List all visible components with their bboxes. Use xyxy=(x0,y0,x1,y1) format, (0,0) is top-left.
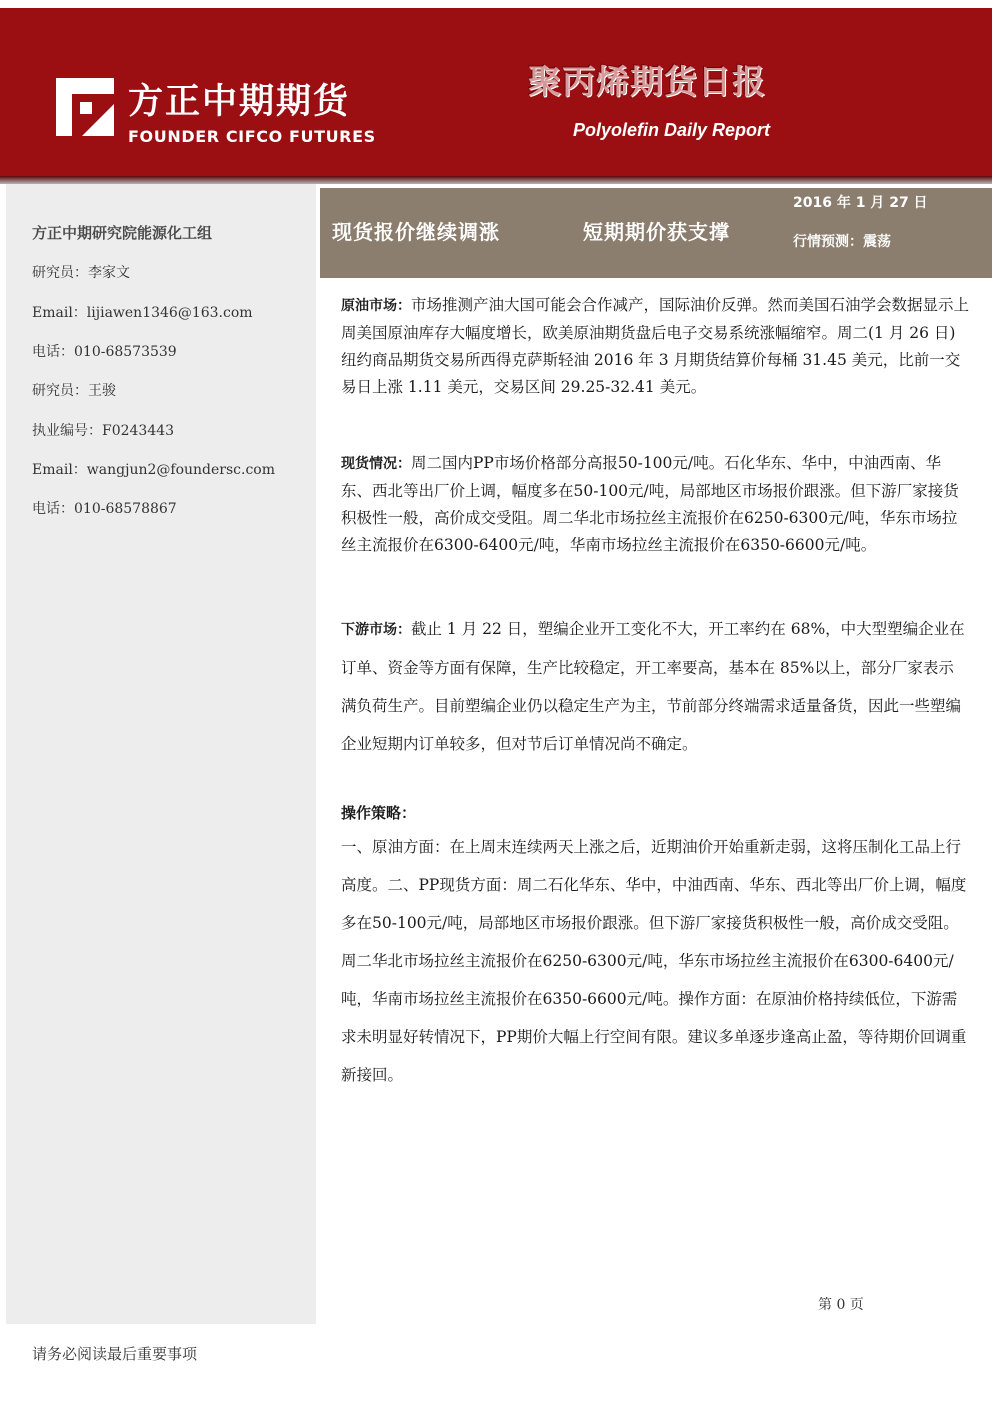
crude-oil-text: 市场推测产油大国可能会合作减产，国际油价反弹。然而美国石油学会数据显示上周美国原油库存大幅度增长，欧美原油期货盘后电子交易系统涨幅缩窄。周二(1 月 26 日)纽约商品期货交易所西得克萨斯轻油 2016 年 3 月期货结算价每桶 31.45 美元，比前一交易日上涨 1.11 美元，交易区间 29.25-32.41 美元。 xyxy=(341,296,970,396)
researcher-1-phone: 电话：010-68573539 xyxy=(32,344,177,360)
company-name-cn: 方正中期期货 xyxy=(128,82,351,122)
research-group: 方正中期研究院能源化工组 xyxy=(32,224,213,242)
disclaimer-note: 请务必阅读最后重要事项 xyxy=(32,1345,198,1363)
spot-section xyxy=(341,450,969,559)
spot-text: 周二国内PP市场价格部分高报50-100元/吨。石化华东、华中，中油西南、华东、西北等出厂价上调，幅度多在50-100元/吨，局部地区市场报价跟涨。但下游厂家接货积极性一般，高价成交受阻。周二华北市场拉丝主流报价在6250-6300元/吨，华东市场拉丝主流报价在6300-6400元/吨，华南市场拉丝主流报价在6350-6600元/吨。 xyxy=(341,454,959,554)
downstream-text: 截止 1 月 22 日，塑编企业开工变化不大，开工率约在 68%，中大型塑编企业在订单、资金等方面有保障，生产比较稳定，开工率要高，基本在 85%以上，部分厂家表示满负荷生产。目前塑编企业仍以稳定生产为主，节前部分终端需求适量备货，因此一些塑编企业短期内订单较多，但对节后订单情况尚不确定。 xyxy=(341,620,965,753)
founder-logo-icon xyxy=(56,78,114,136)
report-title-en: Polyolefin Daily Report xyxy=(573,120,771,140)
researcher-2-email: Email：wangjun2@foundersc.com xyxy=(32,462,275,478)
headline-1: 现货报价继续调涨 xyxy=(332,220,500,244)
researcher-1-name: 研究员：李家文 xyxy=(32,265,130,281)
researcher-2-license: 执业编号：F0243443 xyxy=(32,423,175,439)
market-forecast: 行情预测：震荡 xyxy=(793,234,891,250)
downstream-section xyxy=(341,610,969,763)
downstream-label: 下游市场： xyxy=(341,622,411,638)
strategy-text: 一、原油方面：在上周末连续两天上涨之后，近期油价开始重新走弱，这将压制化工品上行高度。二、PP现货方面：周二石化华东、华中，中油西南、华东、西北等出厂价上调，幅度多在50-100元/吨，局部地区市场报价跟涨。但下游厂家接货积极性一般，高价成交受阻。周二华北市场拉丝主流报价在6250-6300元/吨，华东市场拉丝主流报价在6300-6400元/吨，华南市场拉丝主流报价在6350-6600元/吨。操作方面：在原油价格持续低位，下游需求未明显好转情况下，PP期价大幅上行空间有限。建议多单逐步逢高止盈，等待期价回调重新接回。 xyxy=(341,838,967,1084)
researcher-2-phone: 电话：010-68578867 xyxy=(32,501,177,517)
report-title-cn: 聚丙烯期货日报 xyxy=(528,62,766,101)
page-number: 第 0 页 xyxy=(818,1297,864,1313)
crude-oil-label: 原油市场： xyxy=(341,298,411,314)
researcher-2-name: 研究员：王骏 xyxy=(32,383,116,399)
spot-label: 现货情况： xyxy=(341,456,411,472)
header-divider xyxy=(0,176,992,184)
company-name-en: FOUNDER CIFCO FUTURES xyxy=(128,127,376,146)
report-date: 2016 年 1 月 27 日 xyxy=(793,195,928,211)
strategy-label: 操作策略： xyxy=(341,804,417,822)
headline-2: 短期期价获支撑 xyxy=(583,220,730,244)
researcher-1-email: Email：lijiawen1346@163.com xyxy=(32,305,253,321)
crude-oil-section xyxy=(341,292,969,401)
